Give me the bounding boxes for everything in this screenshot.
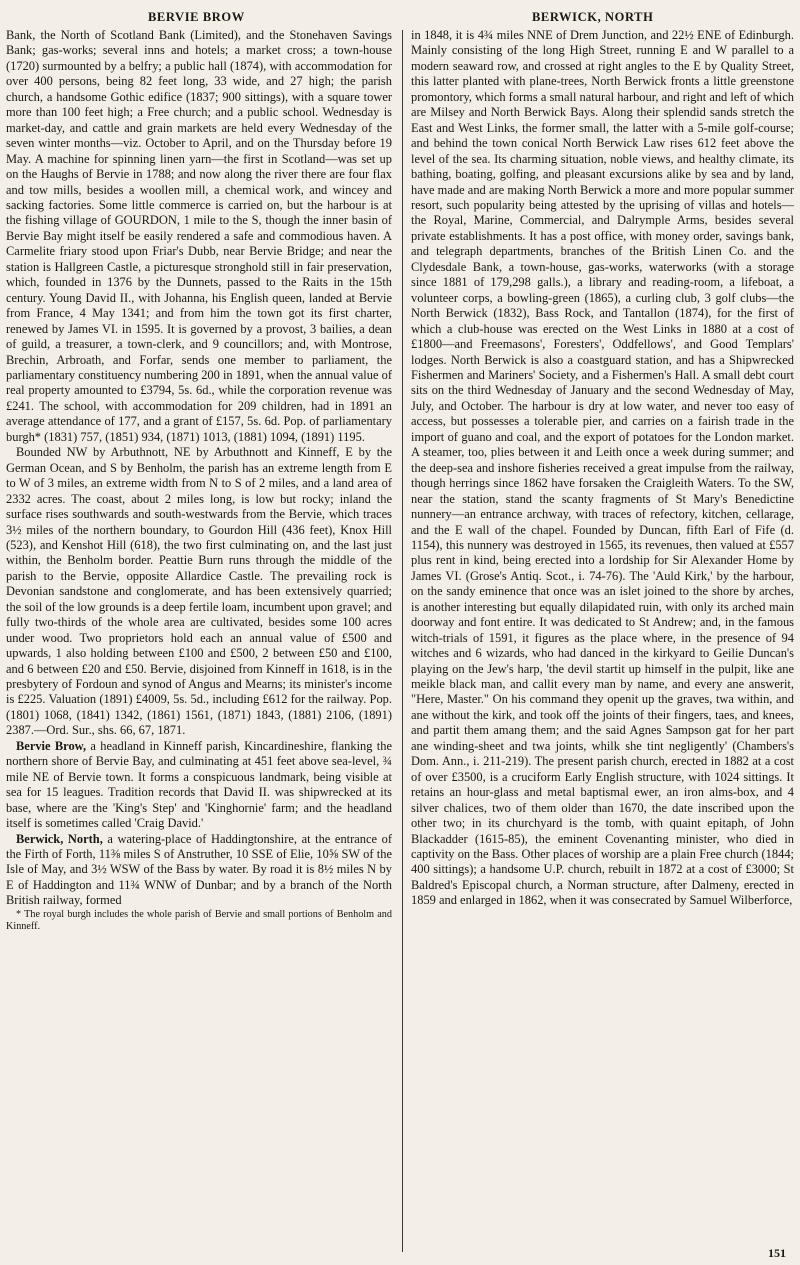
page-number: 151	[768, 1246, 786, 1260]
running-head-left: BERVIE BROW	[148, 10, 245, 24]
entry-heading-bervie-brow: Bervie Brow,	[16, 738, 87, 753]
left-column	[6, 28, 392, 1248]
entry-bervie-brow	[6, 739, 392, 832]
paragraph-bervie-parish: Bounded NW by Arbuthnott, NE by Arbuthnott and Kinneff, E by the German Ocean, and S by Benholm, the parish has an extreme length from E to W of 3 miles, an extreme width from N to S of 2 miles, and a land area of 2332 acres. The coast, about 2 miles long, is low but rocky; inland the surface rises southwards and south-westwards from the Bervie, which traces 3½ miles of the northern boundary, to Gourdon Hill (436 feet), Knox Hill (523), and Kenshot Hill (618), the two first culminating on, and the last just within, the Benholm border. Peattie Burn runs through the middle of the parish to the Bervie, opposite Allardice Castle. The prevailing rock is Devonian sandstone and conglomerate, and has been extensively quarried; the soil of the low grounds is a deep fertile loam, incumbent upon gravel; and fully two-thirds of the whole area are cultivated, besides some 100 acres under wood. Two proprietors hold each an annual value of £500 and upwards, 1 also holding between £100 and £500, 2 between £50 and £100, and 6 between £20 and £50. Bervie, disjoined from Kinneff in 1618, is in the presbytery of Fordoun and synod of Angus and Mearns; its minister's income is £225. Valuation (1891) £4009, 5s. 5d., including £612 for the railway. Pop. (1801) 1068, (1841) 1342, (1861) 1561, (1871) 1843, (1881) 2106, (1891) 2387.—Ord. Sur., shs. 66, 67, 1871.	[6, 445, 392, 738]
paragraph-bervie-burgh: Bank, the North of Scotland Bank (Limited), and the Stonehaven Savings Bank; gas-works; several inns and hotels; a market cross; a town-house (1720) surmounted by a belfry; a public hall (1874), with accommodation for over 400 persons, being 82 feet long, 33 wide, and 27 high; the parish church, a handsome Gothic edifice (1837; 900 sittings), with a square tower more than 100 feet high; a Free church; and a public school. Wednesday is market-day, and cattle and grain markets are held every Wednesday of the seven winter months—viz. October to April, and on the Thursday before 19 May. A machine for spinning linen yarn—the first in Scotland—was set up on the Haughs of Bervie in 1788; and now along the river there are four flax and tow mills, besides a woollen mill, a chemical work, and wincey and sacking factories. Some little commerce is carried on, but the harbour is at the fishing village of GOURDON, 1 mile to the S, though the inner basin of Bervie Bay might itself be easily rendered a safe and commodious haven. A Carmelite friary stood upon Friar's Dubb, near Bervie Bridge; and near the station is Hallgreen Castle, a picturesque stronghold still in fair preservation, which, founded in 1376 by the Dunnets, passed to the Raits in the 15th century. Young David II., with Johanna, his English queen, landed at Bervie from France, 4 May 1341; and from him the town got its first charter, renewed by James VI. in 1595. It is governed by a provost, 3 bailies, a dean of guild, a treasurer, a town-clerk, and 9 councillors; and, with Montrose, Brechin, Arbroath, and Forfar, sends one member to parliament, the parliamentary constituency numbering 200 in 1891, when the annual value of real property amounted to £3794, 5s. 6d., while the corporation revenue was £241. The school, with accommodation for 209 children, had in 1891 an average attendance of 177, and a grant of £157, 5s. 6d. Pop. of parliamentary burgh* (1831) 757, (1851) 934, (1871) 1013, (1881) 1094, (1891) 1195.	[6, 28, 392, 444]
entry-heading-berwick-north: Berwick, North,	[16, 831, 103, 846]
entry-text-berwick-north: a watering-place of Haddingtonshire, at the entrance of the Firth of Forth, 11⅜ miles S of Anstruther, 10 SSE of Elie, 10⅝ SW of the Isle of May, and 3½ WSW of the Bass by water. By road it is 8½ miles N by E of Haddington and 11¾ WNW of Dunbar; and by a branch of the North British railway, formed	[6, 831, 392, 908]
paragraph-north-berwick: in 1848, it is 4¾ miles NNE of Drem Junction, and 22½ ENE of Edinburgh. Mainly consisting of the long High Street, running E and W parallel to a modern seaward row, and crossed at right angles to the E by Quality Street, this latter planted with plane-trees, North Berwick fronts a little greenstone promontory, which forms a small natural harbour, and right and left of which are Milsey and North Berwick Bays. Along their splendid sands stretch the East and West Links, the former small, the latter with a 5-mile golf-course; and behind the town conical North Berwick Law rises 612 feet above the level of the sea. Its charming situation, noble views, and healthy climate, its bathing, boating, golfing, and pleasant excursions alike by sea and by land, have made and are making North Berwick a more and more popular summer resort, such popularity being attested by the uprising of villas and hotels—the Royal, Marine, Commercial, and Dalrymple Arms, besides several private establishments. It has a post office, with money order, savings bank, and telegraph departments, branches of the British Linen Co. and the Clydesdale Bank, a town-house, gas-works, waterworks (with a storage since 1881 of 179,298 galls.), a library and reading-room, a lifeboat, a volunteer corps, a bowling-green (1865), a curling club, 3 golf clubs—the North Berwick (1832), Bass Rock, and Tantallon (1874), for the first of which a club-house was erected on the West Links in 1880 at a cost of £1800—and Freemasons', Foresters', Oddfellows', and Good Templars' lodges. North Berwick is also a coastguard station, and has a Shipwrecked Fishermen and Mariners' Society, and a Fishermen's Hall. A small debt court sits on the third Wednesday of January and the second Wednesday of May, July, and October. The harbour is dry at low water, and never too easy of access, but possesses a tolerable pier, and carries on a fairish trade in the import of guano and coal, and the export of potatoes for the London market. A steamer, too, plies between it and Leith once a week during summer; and the deep-sea and inshore fisheries received a great impulse from the railway, though herrings since 1862 have forsaken the Craigleith Waters. To the SW, near the station, stand the scanty fragments of St Mary's Benedictine nunnery—an entrance archway, with traces of refectory, kitchen, cellarage, and the E wall of the chapel. Founded by Duncan, fifth Earl of Fife (d. 1154), this nunnery was destroyed in 1565, its revenues, then valued at £557 plus rent in kind, being erected into a lordship for Sir Alexander Home by James VI. (Grose's Antiq. Scot., i. 74-76). The 'Auld Kirk,' by the harbour, on the sandy eminence that once was an islet joined to the shore by arches, is another interesting but equally dilapidated ruin, with only its arched main doorway and font entire. It was dedicated to St Andrew; and, in the famous witch-trials of 1591, it figures as the place where, in the presence of 94 witches and 6 wizards, who had danced in the kirkyard to Geilie Duncan's playing on the Jew's harp, 'the devil startit up himself in the pulpit, like ane meikle black man, and callit every man by name, and every ane answerit, "Here, Master." On his command they openit up the graves, twa within, and ane without the kirk, and took off the joints of their fingers, taes, and knees, and partit them amang them; and the said Agnes Sampson gat for her part ane winding-sheet and twa joints, whilk she tint negligently' (Chambers's Dom. Ann., i. 211-219). The present parish church, erected in 1882 at a cost of over £3500, is a cruciform Early English structure, with 1024 sittings. It retains an hour-glass and metal baptismal ewer, an iron alms-box, and 4 silver chalices, two of them older than 1670, the date inscribed upon the other two; in its churchyard is the tomb, with quaint epitaph, of John Blackadder (1615-85), the eminent Covenanting minister, who died in captivity on the Bass. Other places of worship are a plain Free church (1844; 400 sittings); a handsome U.P. church, rebuilt in 1872 at a cost of £3000; St Baldred's Episcopal church, a Norman structure, after Dalmeny, erected in 1859 and enlarged in 1862, when it was consecrated by Samuel Wilberforce,	[411, 28, 794, 908]
entry-text-bervie-brow: a headland in Kinneff parish, Kincardineshire, flanking the northern shore of Bervie Bay, and culminating at 451 feet above sea-level, ¾ mile NE of Bervie town. It forms a conspicuous landmark, being visible at sea for 15 leagues. Tradition records that David II. was shipwrecked at its base, where are the 'King's Step' and 'Kinghornie' farm; and the headland itself is sometimes called 'Craig David.'	[6, 738, 392, 831]
entry-berwick-north	[6, 832, 392, 909]
right-column	[411, 28, 794, 1248]
footnote: * The royal burgh includes the whole parish of Bervie and small portions of Benholm and Kinneff.	[6, 908, 392, 933]
column-divider	[402, 30, 403, 1252]
running-head-right: BERWICK, NORTH	[532, 10, 654, 24]
